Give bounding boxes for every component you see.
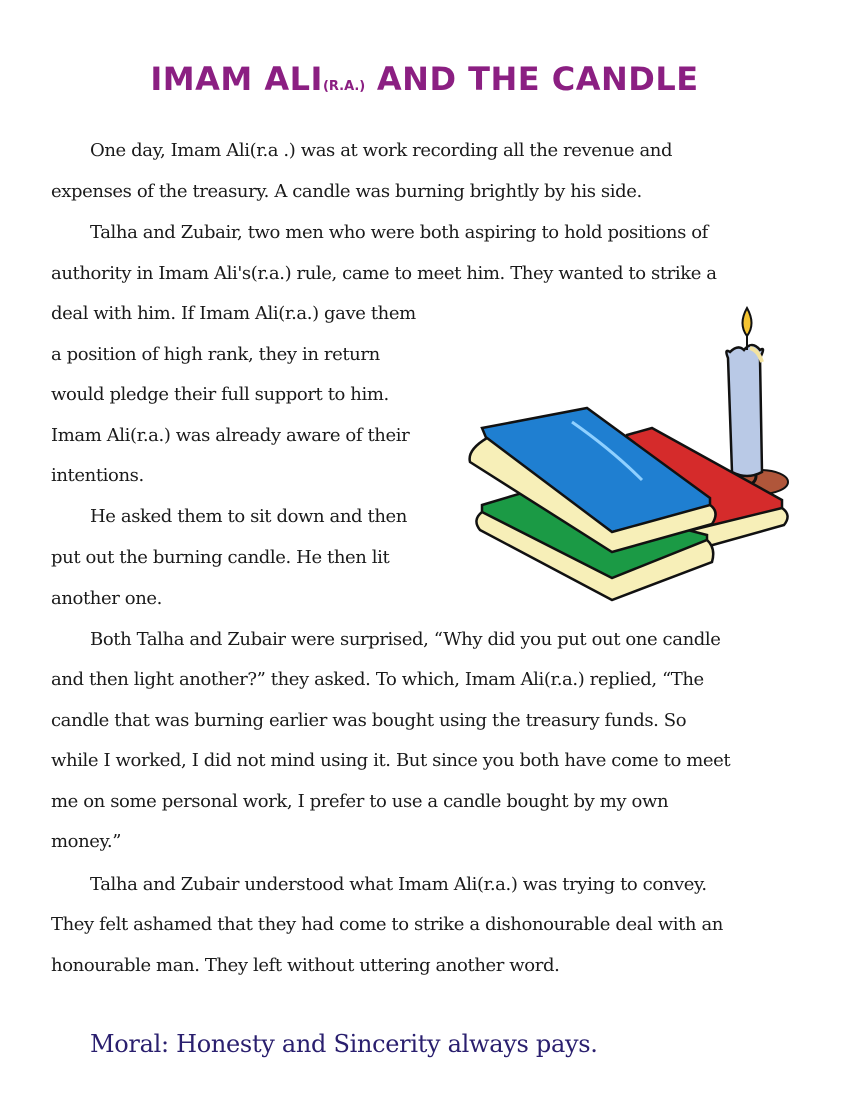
title-honorific: (R.A.) — [322, 79, 366, 94]
books-and-candle-illustration — [462, 300, 802, 615]
title-rest: AND THE CANDLE — [365, 60, 699, 98]
text-line: He asked them to sit down and then — [90, 506, 407, 527]
text-line: deal with him. If Imam Ali(r.a.) gave them — [51, 303, 416, 324]
text-line: authority in Imam Ali's(r.a.) rule, came to meet him. They wanted to strike a — [51, 263, 717, 284]
text-line: would pledge their full support to him. — [51, 384, 389, 405]
text-line: money.” — [51, 831, 122, 852]
text-line: me on some personal work, I prefer to use a candle bought by my own — [51, 791, 669, 812]
text-line: Talha and Zubair understood what Imam Ali(r.a.) was trying to convey. — [90, 874, 707, 895]
text-line: One day, Imam Ali(r.a .) was at work recording all the revenue and — [90, 140, 673, 161]
page-title — [0, 60, 849, 98]
text-line: Both Talha and Zubair were surprised, “Why did you put out one candle — [90, 629, 721, 650]
text-line: expenses of the treasury. A candle was burning brightly by his side. — [51, 181, 642, 202]
text-line: Imam Ali(r.a.) was already aware of their — [51, 425, 410, 446]
text-line: candle that was burning earlier was bought using the treasury funds. So — [51, 710, 687, 731]
title-main: IMAM ALI — [150, 60, 323, 98]
moral-text: Moral: Honesty and Sincerity always pays. — [90, 1030, 598, 1058]
text-line: a position of high rank, they in return — [51, 344, 380, 365]
text-line: another one. — [51, 588, 162, 609]
text-line: Talha and Zubair, two men who were both aspiring to hold positions of — [90, 222, 708, 243]
text-line: while I worked, I did not mind using it. But since you both have come to meet — [51, 750, 731, 771]
candle-icon — [726, 308, 763, 476]
text-line: put out the burning candle. He then lit — [51, 547, 390, 568]
text-line: honourable man. They left without uttering another word. — [51, 955, 560, 976]
text-line: and then light another?” they asked. To which, Imam Ali(r.a.) replied, “The — [51, 669, 704, 690]
text-line: They felt ashamed that they had come to strike a dishonourable deal with an — [51, 914, 723, 935]
text-line: intentions. — [51, 465, 144, 486]
